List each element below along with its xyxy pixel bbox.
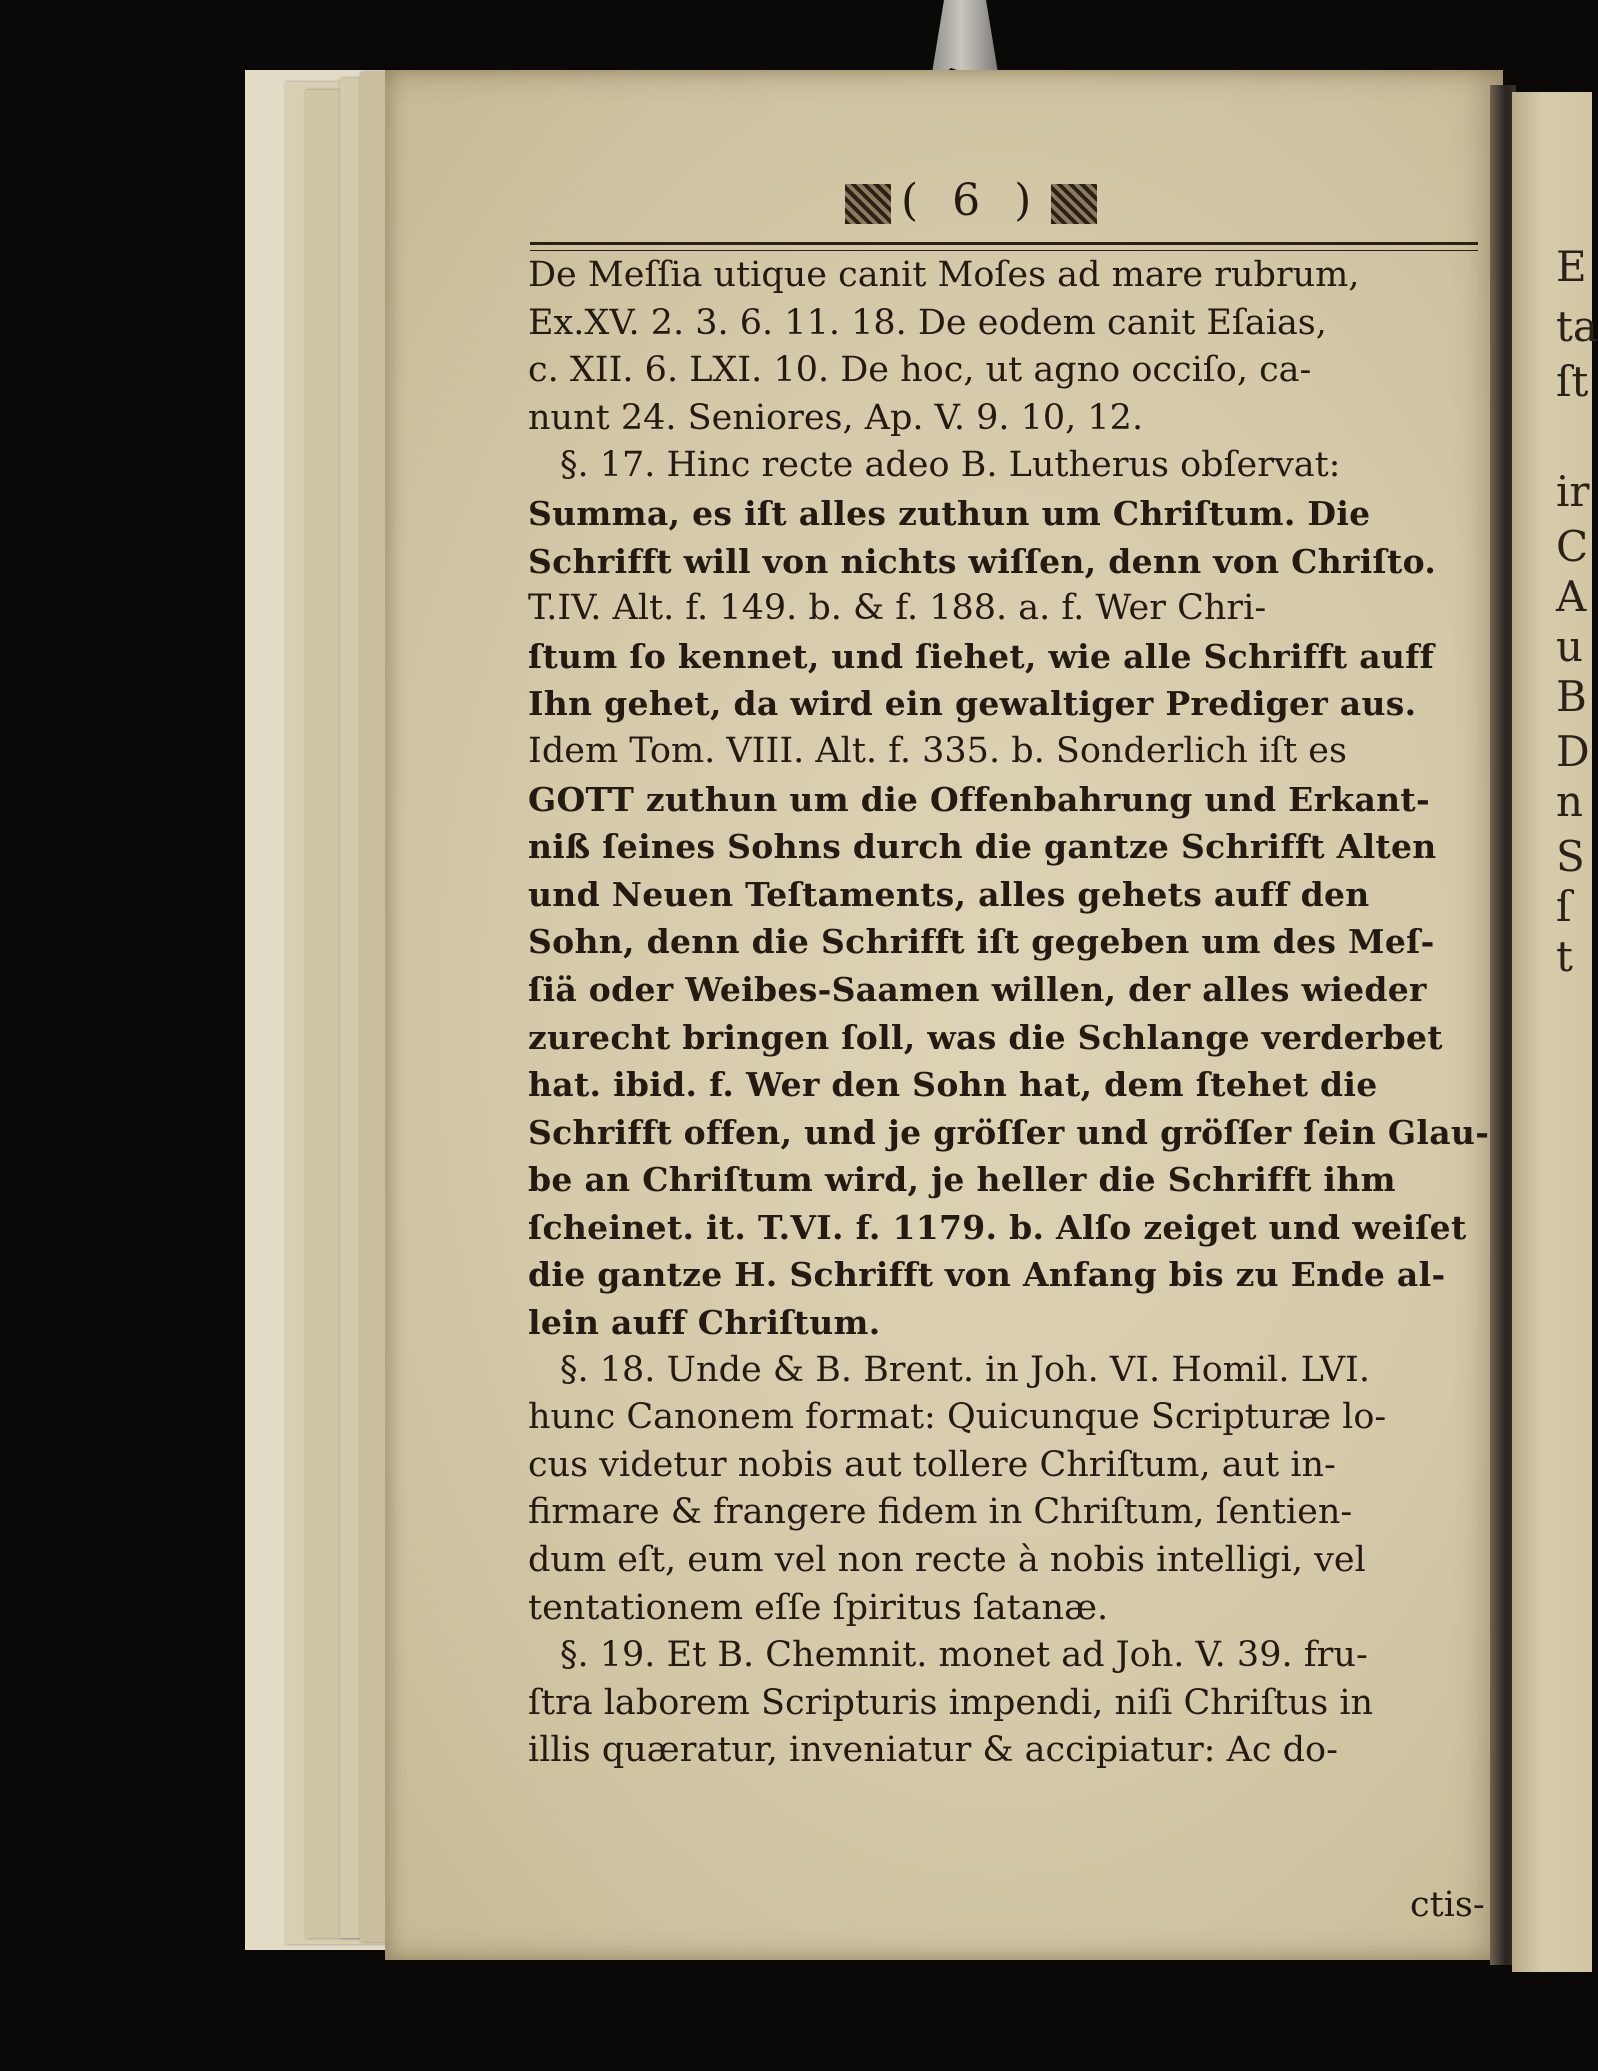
facing-page-fragment: C	[1556, 522, 1589, 571]
facing-page-fragment: D	[1556, 727, 1590, 776]
facing-page-fragment: E	[1556, 242, 1587, 291]
text-line: niß ſeines Sohns durch die gantze Schrifft Alten	[528, 827, 1437, 867]
text-line: §. 18. Unde & B. Brent. in Joh. VI. Homil. LVI.	[560, 1349, 1370, 1390]
text-line: GOTT zuthun um die Offenbahrung und Erkant-	[528, 779, 1430, 819]
facing-page-fragment: A	[1556, 572, 1587, 621]
text-line: be an Chriſtum wird, je heller die Schrifft ihm	[528, 1160, 1396, 1200]
facing-page-fragment: ſt	[1556, 357, 1589, 406]
header-rule	[530, 242, 1478, 251]
facing-page-fragment: n	[1556, 777, 1584, 826]
catchword: ctis-	[1410, 1885, 1485, 1925]
text-line: ſcheinet. it. T.VI. f. 1179. b. Alſo zeiget und weiſet	[528, 1207, 1467, 1247]
ornament-left-icon	[845, 184, 891, 224]
text-line: Ihn gehet, da wird ein gewaltiger Prediger aus.	[528, 684, 1417, 724]
facing-page-fragment: u	[1556, 622, 1584, 671]
facing-page-fragment: ta	[1556, 302, 1598, 351]
text-line: ſiä oder Weibes-Saamen willen, der alles wieder	[528, 969, 1427, 1009]
text-line: tentationem eſſe ſpiritus ſatanæ.	[528, 1587, 1109, 1628]
text-line: die gantze H. Schrifft von Anfang bis zu Ende al-	[528, 1255, 1446, 1295]
text-line: nunt 24. Seniores, Ap. V. 9. 10, 12.	[528, 397, 1144, 438]
text-line: Schrifft offen, und je gröſſer und gröſſer ſein Glau-	[528, 1112, 1490, 1152]
text-line: De Meſſia utique canit Moſes ad mare rubrum,	[528, 255, 1360, 295]
text-line: Idem Tom. VIII. Alt. f. 335. b. Sonderlich iſt es	[528, 730, 1347, 771]
text-line: Summa, es iſt alles zuthun um Chriſtum. Die	[528, 493, 1371, 533]
text-line: lein auff Chriſtum.	[528, 1303, 881, 1343]
text-line: und Neuen Teſtaments, alles gehets auff den	[528, 874, 1370, 914]
page-header	[835, 175, 1107, 226]
text-line: zurecht bringen ſoll, was die Schlange verderbet	[528, 1017, 1443, 1057]
ornament-right-icon	[1051, 184, 1097, 224]
facing-page-fragment: t	[1556, 932, 1573, 981]
text-line: dum eſt, eum vel non recte à nobis intelligi, vel	[528, 1540, 1366, 1581]
text-line: illis quæratur, inveniatur & accipiatur: Ac do-	[528, 1730, 1338, 1771]
page-body-text	[528, 252, 1490, 1775]
text-line: §. 17. Hinc recte adeo B. Lutherus obſervat:	[560, 445, 1341, 486]
facing-page-fragment: B	[1556, 672, 1587, 721]
facing-page-fragment: ir	[1556, 467, 1590, 516]
text-line: §. 19. Et B. Chemnit. monet ad Joh. V. 39. fru-	[560, 1635, 1368, 1676]
facing-page-fragment: ſ	[1556, 882, 1572, 931]
text-line: hunc Canonem format: Quicunque Scripturæ lo-	[528, 1397, 1387, 1438]
text-line: Schrifft will von nichts wiſſen, denn von Chriſto.	[528, 541, 1437, 581]
text-line: firmare & frangere fidem in Chriſtum, ſentien-	[528, 1492, 1353, 1533]
text-line: T.IV. Alt. f. 149. b. & f. 188. a. f. Wer Chri-	[528, 588, 1267, 629]
facing-page-fragment: S	[1556, 832, 1585, 881]
text-line: c. XII. 6. LXI. 10. De hoc, ut agno occiſo, ca-	[528, 350, 1312, 391]
text-line: Ex.XV. 2. 3. 6. 11. 18. De eodem canit Eſaias,	[528, 302, 1327, 343]
text-line: ſtum ſo kennet, und ſiehet, wie alle Schrifft auff	[528, 636, 1435, 676]
text-line: Sohn, denn die Schrifft iſt gegeben um des Meſ-	[528, 922, 1435, 962]
page-number: ( 6 )	[901, 175, 1042, 226]
facing-page	[1512, 92, 1598, 1972]
text-line: hat. ibid. f. Wer den Sohn hat, dem ſtehet die	[528, 1065, 1378, 1105]
text-line: cus videtur nobis aut tollere Chriſtum, aut in-	[528, 1444, 1336, 1485]
text-line: ſtra laborem Scripturis impendi, niſi Chriſtus in	[528, 1682, 1374, 1723]
